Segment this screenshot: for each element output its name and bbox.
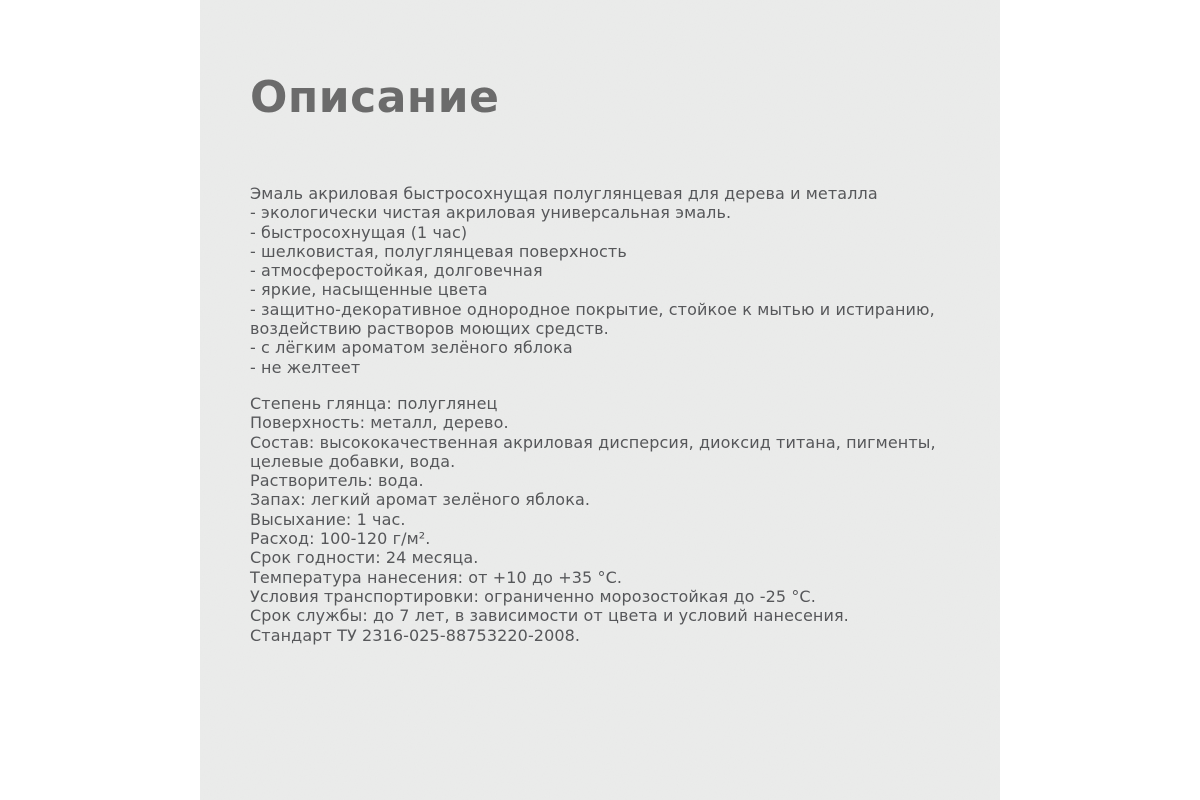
- intro-paragraph: [250, 184, 950, 377]
- text-line: Высыхание: 1 час.: [250, 509, 406, 529]
- text-line: - экологически чистая акриловая универсальная эмаль.: [250, 203, 732, 223]
- text-line: - быстросохнущая (1 час): [250, 222, 468, 242]
- text-line: - с лёгким ароматом зелёного яблока: [250, 338, 573, 358]
- text-line: Растворитель: вода.: [250, 471, 424, 491]
- text-line: Стандарт ТУ 2316-025-88753220-2008.: [250, 625, 581, 645]
- text-line: Степень глянца: полуглянец: [250, 393, 498, 413]
- text-line: - защитно-декоративное однородное покрытие, стойкое к мытью и истиранию,: [250, 299, 935, 319]
- text-line: - не желтеет: [250, 357, 361, 377]
- text-line: - яркие, насыщенные цвета: [250, 280, 488, 300]
- text-line: Срок службы: до 7 лет, в зависимости от цвета и условий нанесения.: [250, 606, 849, 626]
- text-line: - шелковистая, полуглянцевая поверхность: [250, 241, 627, 261]
- text-line: Поверхность: металл, дерево.: [250, 413, 509, 433]
- section-title: Описание: [250, 72, 500, 123]
- text-line: Эмаль акриловая быстросохнущая полуглянцевая для дерева и металла: [250, 184, 878, 203]
- description-panel: [200, 0, 1000, 800]
- text-line: Расход: 100-120 г/м².: [250, 529, 431, 549]
- text-line: воздействию растворов моющих средств.: [250, 319, 609, 339]
- text-line: Условия транспортировки: ограниченно морозостойкая до -25 °С.: [250, 586, 816, 606]
- text-line: Состав: высококачественная акриловая дисперсия, диоксид титана, пигменты,: [250, 432, 936, 452]
- text-line: - атмосферостойкая, долговечная: [250, 261, 543, 281]
- text-line: целевые добавки, вода.: [250, 451, 456, 471]
- text-line: Запах: легкий аромат зелёного яблока.: [250, 490, 591, 510]
- description-content: [200, 0, 1000, 645]
- text-line: Срок годности: 24 месяца.: [250, 548, 479, 568]
- specs-paragraph: [250, 394, 950, 645]
- text-line: Температура нанесения: от +10 до +35 °С.: [250, 567, 623, 587]
